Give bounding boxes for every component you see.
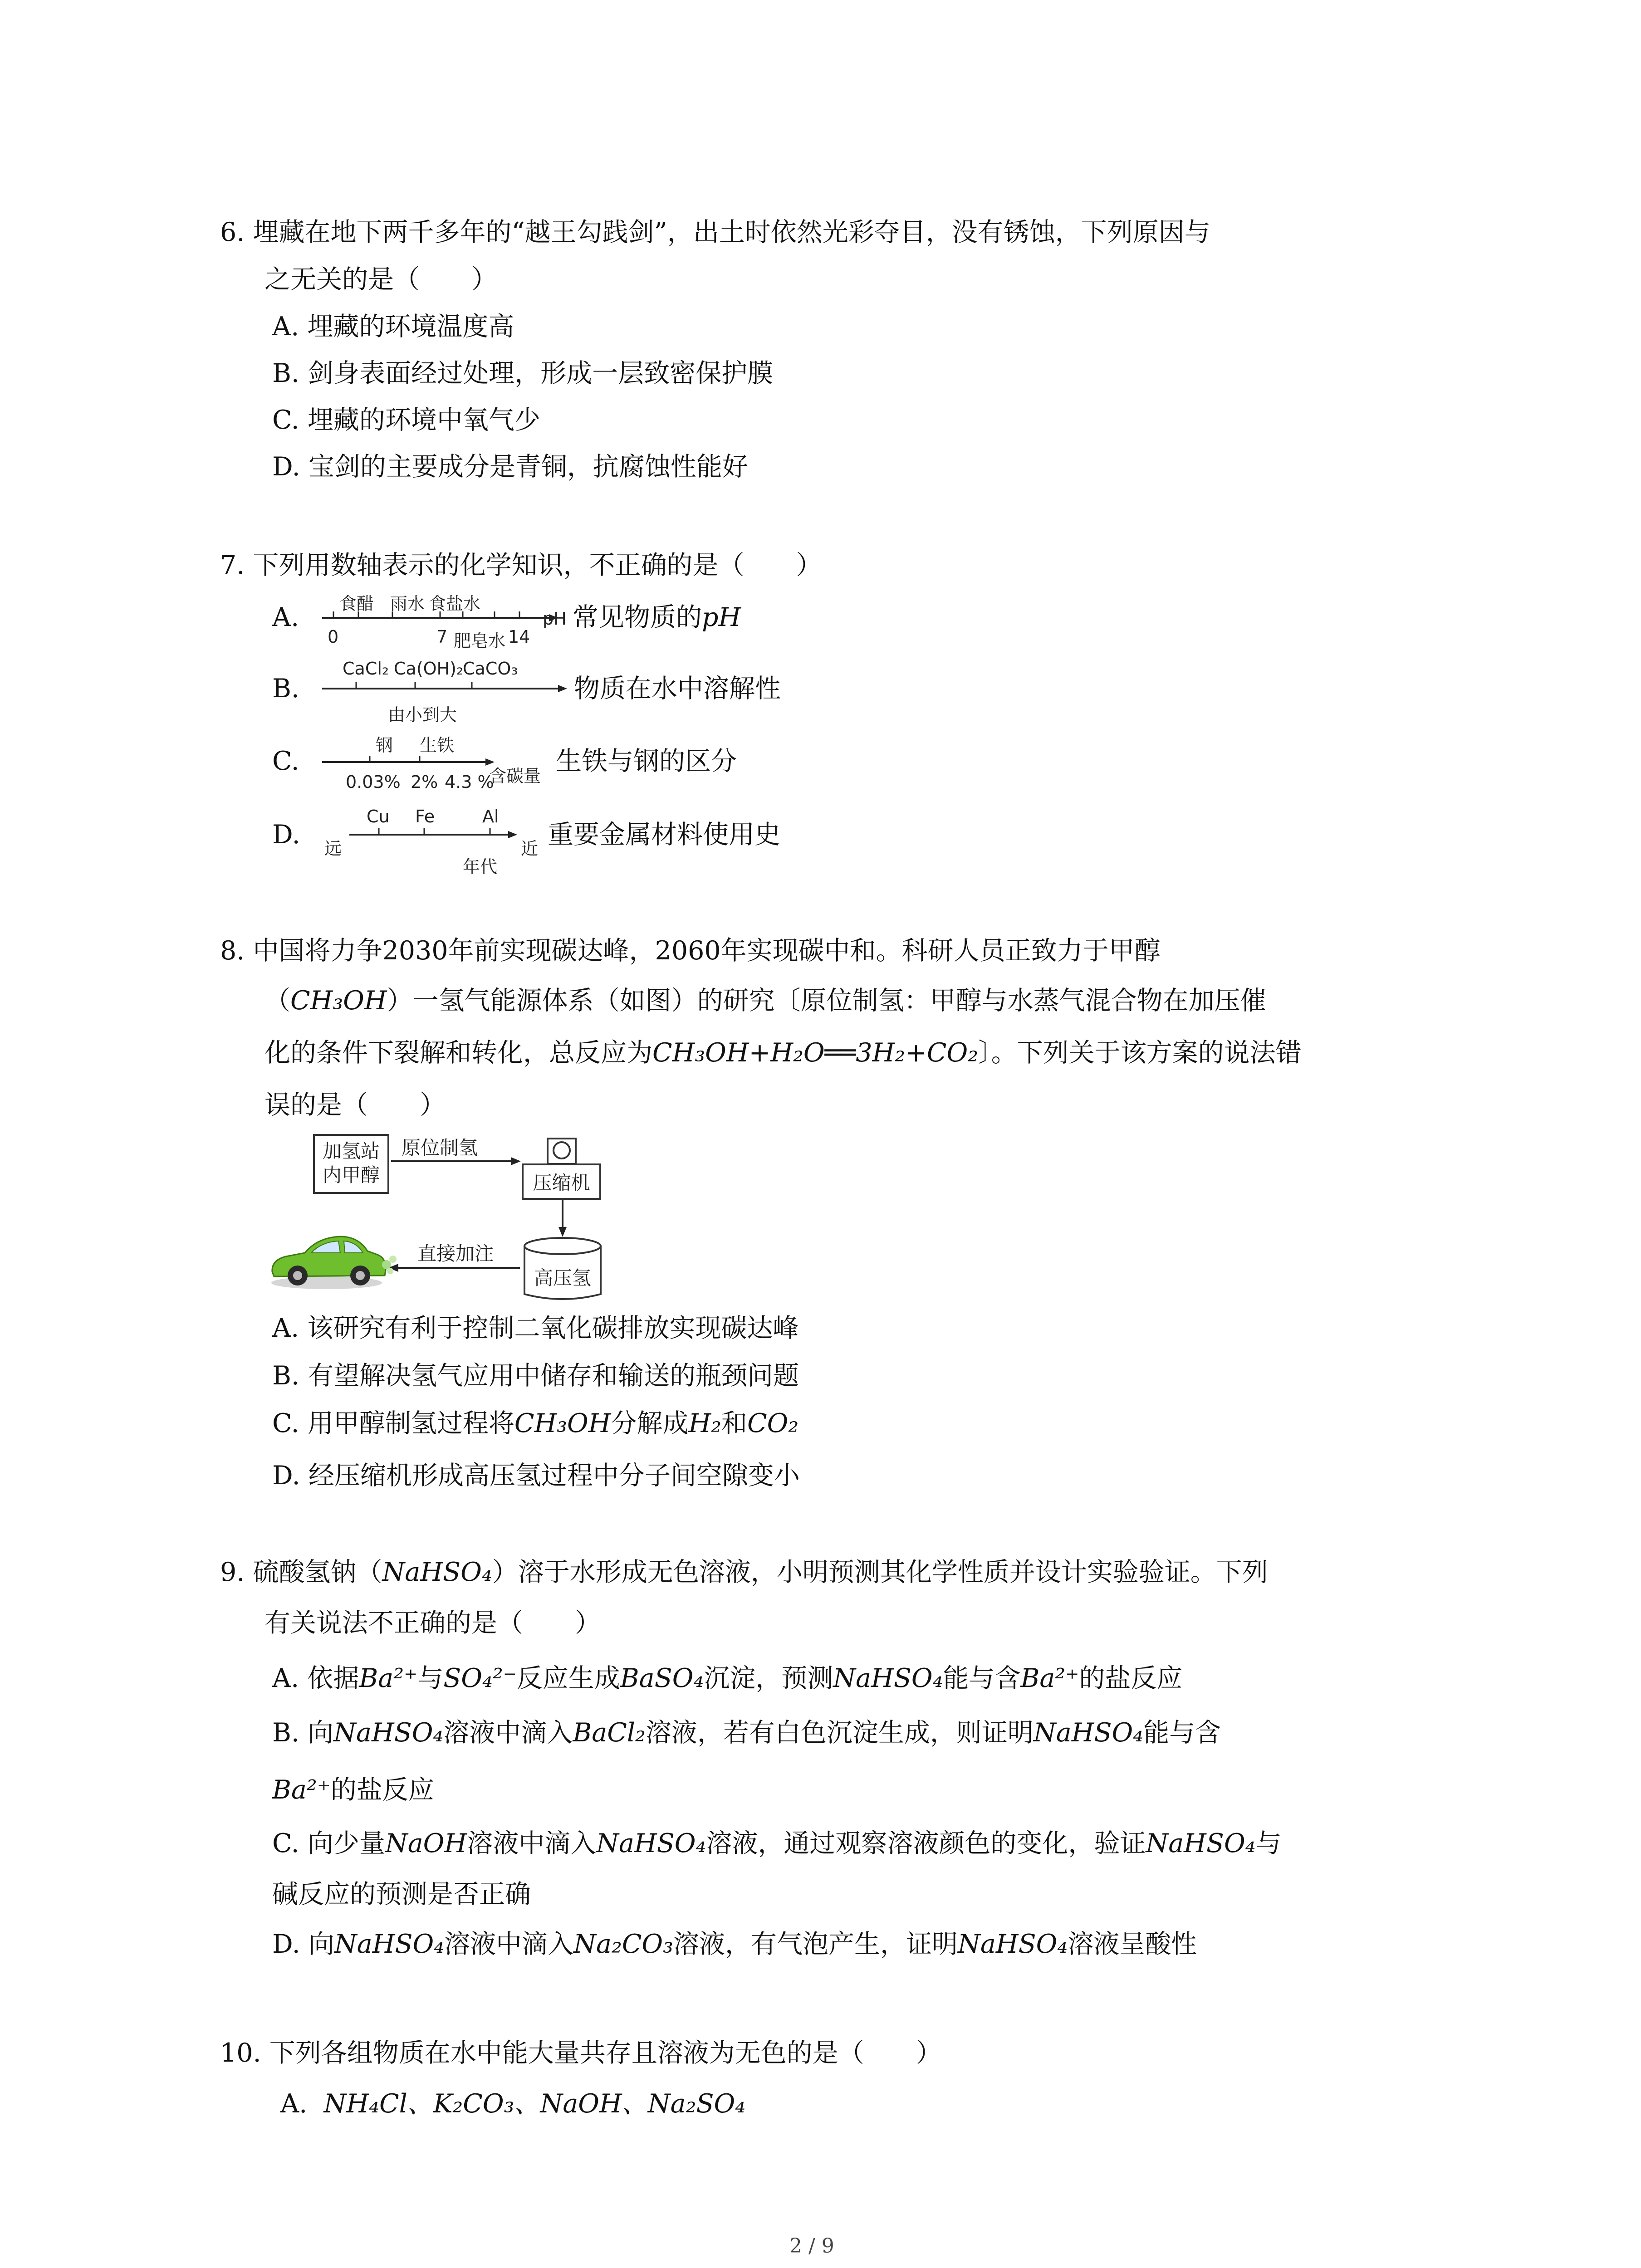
q10-stem: 10. 下列各组物质在水中能大量共存且溶液为无色的是（ ） (220, 2038, 942, 2068)
q7-d-label: D. (272, 820, 300, 850)
q9-line1: 9. 硫酸氢钠（NaHSO₄）溶于水形成无色溶液，小明预测其化学性质并设计实验验证。下列 (220, 1557, 1268, 1587)
q8-option-a: A. 该研究有利于控制二氧化碳排放实现碳达峰 (272, 1313, 799, 1343)
q7-a-tick-0: 0 (328, 627, 339, 647)
q7-a-label-rain: 雨水 (390, 594, 425, 614)
tank-label: 高压氢 (534, 1267, 591, 1289)
car-icon (268, 1225, 399, 1293)
q8-line1: 8. 中国将力争2030年前实现碳达峰，2060年实现碳中和。科研人员正致力于甲醇 (220, 936, 1161, 966)
q7-a-label-soap: 肥皂水 (454, 631, 506, 651)
q7-c-tick-003: 0.03% (346, 772, 401, 792)
q7-b-label: B. (272, 674, 300, 704)
q8-line4: 误的是（ ） (265, 1090, 446, 1120)
station-label: 加氢站 内甲醇 (322, 1140, 380, 1186)
compressor-label: 压缩机 (533, 1172, 590, 1194)
q7-c-label-steel: 钢 (376, 735, 393, 755)
q7-a-desc: 常见物质的pH (573, 602, 741, 632)
q9-option-c-line2: 碱反应的预测是否正确 (272, 1879, 531, 1909)
q7-b-bottom-label: 由小到大 (388, 705, 457, 725)
q7-a-tick-14: 14 (508, 627, 530, 647)
q7-c-label-pigiron: 生铁 (420, 735, 455, 755)
q7-d-label-al: Al (482, 807, 499, 826)
q7-b-label-caco3: CaCO₃ (463, 659, 518, 679)
q7-c-label: C. (272, 746, 299, 776)
q6-option-a: A. 埋藏的环境温度高 (272, 312, 514, 342)
q10-option-a: A. NH₄Cl、K₂CO₃、NaOH、Na₂SO₄ (280, 2089, 746, 2119)
q7-d-label-cu: Cu (367, 807, 390, 826)
q6-line2: 之无关的是（ ） (265, 264, 497, 294)
q7-a-label: A. (272, 602, 299, 632)
q7-b-label-cacl2: CaCl₂ (343, 659, 389, 679)
q9-option-d: D. 向NaHSO₄溶液中滴入Na₂CO₃溶液，有气泡产生，证明NaHSO₄溶液呈酸性 (272, 1929, 1197, 1959)
q6-option-b: B. 剑身表面经过处理，形成一层致密保护膜 (272, 358, 774, 388)
q7-a-axis-end: pH (543, 609, 567, 629)
q9-option-b-line2: Ba²⁺的盐反应 (272, 1775, 434, 1805)
q9-line2: 有关说法不正确的是（ ） (265, 1608, 601, 1638)
q9-option-c-line1: C. 向少量NaOH溶液中滴入NaHSO₄溶液，通过观察溶液颜色的变化，验证NaHSO₄与 (272, 1828, 1282, 1858)
q6-option-c: C. 埋藏的环境中氧气少 (272, 405, 540, 435)
q7-d-label-fe: Fe (415, 807, 435, 826)
q7-a-tick-7: 7 (436, 627, 448, 647)
q7-c-tick-43: 4.3 % (445, 772, 494, 792)
page-number: 2 / 9 (789, 2234, 834, 2258)
q8-option-b: B. 有望解决氢气应用中储存和输送的瓶颈问题 (272, 1361, 799, 1391)
q7-c-axis-end: 含碳量 (489, 766, 541, 786)
q8-option-c: C. 用甲醇制氢过程将CH₃OH分解成H₂和CO₂ (272, 1408, 799, 1438)
q7-d-desc: 重要金属材料使用史 (548, 820, 780, 850)
q8-option-d: D. 经压缩机形成高压氢过程中分子间空隙变小 (272, 1461, 800, 1491)
q7-d-bottom-label: 年代 (463, 857, 498, 877)
q8-line3: 化的条件下裂解和转化，总反应为CH₃OH+H₂O══3H₂+CO₂〕。下列关于该方案的说法错 (265, 1038, 1302, 1068)
q6-line1: 6. 埋藏在地下两千多年的“越王勾践剑”，出土时依然光彩夺目，没有锈蚀，下列原因与 (220, 217, 1210, 247)
q7-c-desc: 生铁与钢的区分 (556, 746, 737, 776)
q7-d-start-label: 远 (324, 839, 342, 859)
q7-c-tick-2: 2% (411, 772, 438, 792)
q7-a-label-salt: 食盐水 (429, 594, 481, 614)
arrow-to-tank (554, 1200, 572, 1241)
q6-option-d: D. 宝剑的主要成分是青铜，抗腐蚀性能好 (272, 452, 748, 482)
q7-b-desc: 物质在水中溶解性 (574, 674, 781, 704)
q9-option-a: A. 依据Ba²⁺与SO₄²⁻反应生成BaSO₄沉淀，预测NaHSO₄能与含Ba²⁺的盐反应 (272, 1663, 1183, 1693)
q7-d-end-label: 近 (521, 839, 539, 859)
q7-b-label-caoh2: Ca(OH)₂ (394, 659, 464, 679)
compressor-icon (553, 1141, 571, 1159)
q7-a-label-vinegar: 食醋 (339, 594, 374, 614)
arrow1-label: 原位制氢 (402, 1137, 478, 1159)
q8-line2: （CH₃OH）一氢气能源体系（如图）的研究〔原位制氢：甲醇与水蒸气混合物在加压催 (265, 986, 1266, 1016)
q9-option-b-line1: B. 向NaHSO₄溶液中滴入BaCl₂溶液，若有白色沉淀生成，则证明NaHSO₄能与含 (272, 1718, 1221, 1748)
arrow2-label: 直接加注 (417, 1242, 494, 1265)
q7-stem: 7. 下列用数轴表示的化学知识，不正确的是（ ） (220, 550, 822, 580)
